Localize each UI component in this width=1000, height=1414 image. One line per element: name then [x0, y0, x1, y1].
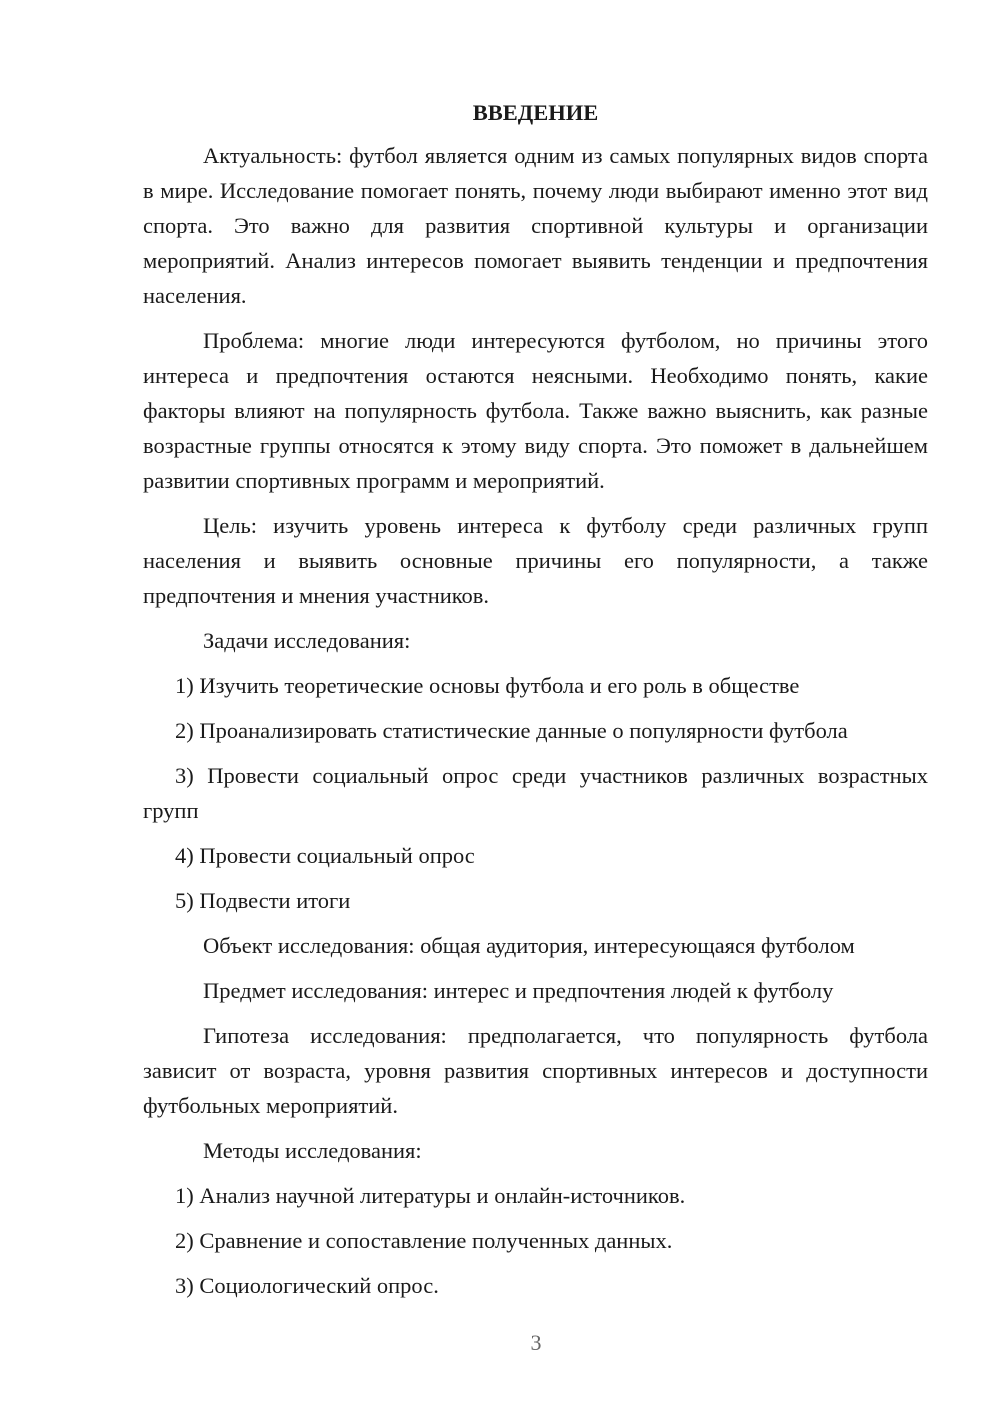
task-item: 1) Изучить теоретические основы футбола и его роль в обществе: [175, 673, 800, 698]
method-item: 3) Социологический опрос.: [175, 1273, 439, 1298]
paragraph-goal: Цель: изучить уровень интереса к футболу среди различных групп населения и выявить основные причины его популярности, а также предпочтения и мнения участников.: [143, 513, 928, 608]
methods-title: Методы исследования:: [203, 1138, 422, 1163]
paragraph-hypothesis: Гипотеза исследования: предполагается, что популярность футбола зависит от возраста, уровня развития спортивных интересов и доступности футбольных мероприятий.: [143, 1023, 928, 1118]
document-page: [143, 95, 928, 1313]
section-heading: ВВЕДЕНИЕ: [472, 100, 599, 125]
method-item: 2) Сравнение и сопоставление полученных данных.: [175, 1228, 673, 1253]
paragraph-subject: Предмет исследования: интерес и предпочтения людей к футболу: [203, 978, 834, 1003]
paragraph-problem: Проблема: многие люди интересуются футболом, но причины этого интереса и предпочтения остаются неясными. Необходимо понять, какие факторы влияют на популярность футбола. Также важно выяснить, как разные возрастные группы относятся к этому виду спорта. Это поможет в дальнейшем развитии спортивных программ и мероприятий.: [143, 328, 928, 493]
paragraph-object: Объект исследования: общая аудитория, интересующаяся футболом: [203, 933, 855, 958]
method-item: 1) Анализ научной литературы и онлайн-источников.: [175, 1183, 686, 1208]
paragraph-relevance: Актуальность: футбол является одним из самых популярных видов спорта в мире. Исследование помогает понять, почему люди выбирают именно этот вид спорта. Это важно для развития спортивной культуры и организации мероприятий. Анализ интересов помогает выявить тенденции и предпочтения населения.: [143, 143, 928, 308]
task-item: 3) Провести социальный опрос среди участников различных возрастных групп: [143, 763, 928, 823]
tasks-title: Задачи исследования:: [203, 628, 411, 653]
task-item: 2) Проанализировать статистические данные о популярности футбола: [175, 718, 848, 743]
page-number: 3: [530, 1330, 542, 1355]
task-item: 5) Подвести итоги: [175, 888, 351, 913]
task-item: 4) Провести социальный опрос: [175, 843, 475, 868]
